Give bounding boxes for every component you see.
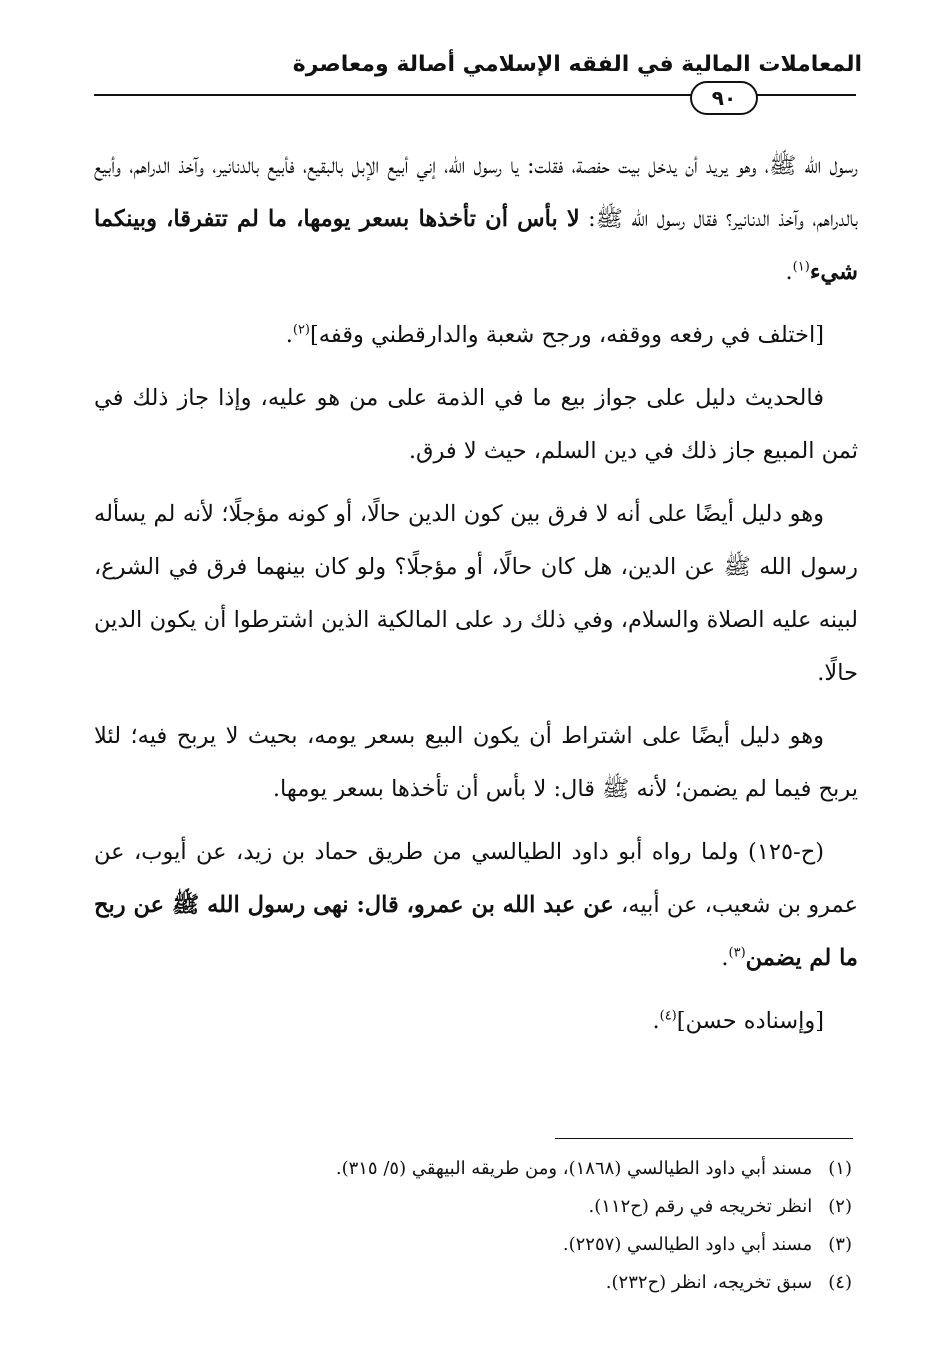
footnote-number: (٣)	[828, 1234, 852, 1255]
hadith-bold-text: عن عبد الله بن عمرو، قال: نهى رسول الله ﷺ عن ربح ما لم يضمن	[94, 892, 858, 971]
footnotes	[94, 1150, 852, 1302]
footnote-item	[94, 1226, 852, 1264]
paragraph-inference-2: وهو دليل أيضًا على أنه لا فرق بين كون الدين حالًا، أو كونه مؤجلًا؛ لأنه لم يسأله رسول الله ﷺ عن الدين، هل كان حالًا، أو مؤجلًا؟ ولو كان بينهما فرق في الشرع، لبينه عليه الصلاة والسلام، وفي ذلك رد على المالكية الذين اشترطوا أن يكون الدين حالًا.	[94, 501, 858, 686]
footnote-item	[94, 1264, 852, 1302]
footnote-text: سبق تخريجه، انظر (ح٢٣٢).	[605, 1272, 813, 1293]
page-number: ٩٠	[690, 81, 758, 115]
body-text	[94, 140, 858, 1058]
paragraph-inference-3: وهو دليل أيضًا على اشتراط أن يكون البيع بسعر يومه، بحيث لا يربح فيه؛ لئلا يربح فيما لم يضمن؛ لأنه ﷺ قال: لا بأس أن تأخذها بسعر يومها.	[94, 723, 858, 802]
paragraph-text: رسول الله ﷺ، وهو يريد أن يدخل بيت حفصة، فقلت: يا رسول الله، إني أبيع الإبل بالبقيع، فأبيع بالدنانير، وآخذ الدراهم، وأبيع بالدراهم، وآخذ الدنانير؟ فقال رسول الله ﷺ:	[94, 153, 858, 232]
paragraph-hadith-125	[94, 826, 858, 985]
paragraph-end: .	[721, 945, 729, 971]
footnote-number: (٤)	[828, 1272, 852, 1293]
footnote-separator	[555, 1138, 853, 1139]
footnote-text: مسند أبي داود الطيالسي (١٨٦٨)، ومن طريقه البيهقي (٥/ ٣١٥).	[335, 1158, 813, 1179]
footnote-ref: (١)	[792, 259, 810, 275]
hadith-bold-text: لا بأس أن تأخذها بسعر يومها، ما لم تتفرقا، وبينكما شيء	[94, 206, 858, 285]
paragraph-end: .	[785, 259, 793, 285]
paragraph-end: .	[652, 1008, 660, 1034]
footnote-text: مسند أبي داود الطيالسي (٢٢٥٧).	[562, 1234, 813, 1255]
running-title: المعاملات المالية في الفقه الإسلامي أصالة ومعاصرة	[292, 52, 862, 77]
grading-text: [اختلف في رفعه ووقفه، ورجح شعبة والدارقطني وقفه]	[310, 322, 824, 348]
footnote-ref: (٣)	[728, 945, 746, 961]
footnote-text: انظر تخريجه في رقم (ح١١٢).	[588, 1196, 813, 1217]
footnote-number: (١)	[828, 1158, 852, 1179]
paragraph-hadith-continuation	[94, 140, 858, 299]
grading-text: [وإسناده حسن]	[676, 1008, 824, 1034]
paragraph-grading	[94, 309, 858, 362]
footnote-item	[94, 1188, 852, 1226]
paragraph-inference-1: فالحديث دليل على جواز بيع ما في الذمة على من هو عليه، وإذا جاز ذلك في ثمن المبيع جاز ذلك في دين السلم، حيث لا فرق.	[94, 385, 858, 464]
footnote-item	[94, 1150, 852, 1188]
footnote-number: (٢)	[828, 1196, 852, 1217]
paragraph-text: (ح-١٢٥) ولما رواه أبو داود الطيالسي من طريق حماد بن زيد، عن أيوب، عن عمرو بن شعيب، عن أبيه،	[94, 839, 858, 918]
paragraph-isnad-grading	[94, 995, 858, 1048]
paragraph-end: .	[285, 322, 293, 348]
footnote-ref: (٤)	[659, 1008, 677, 1024]
footnote-ref: (٢)	[292, 322, 310, 338]
